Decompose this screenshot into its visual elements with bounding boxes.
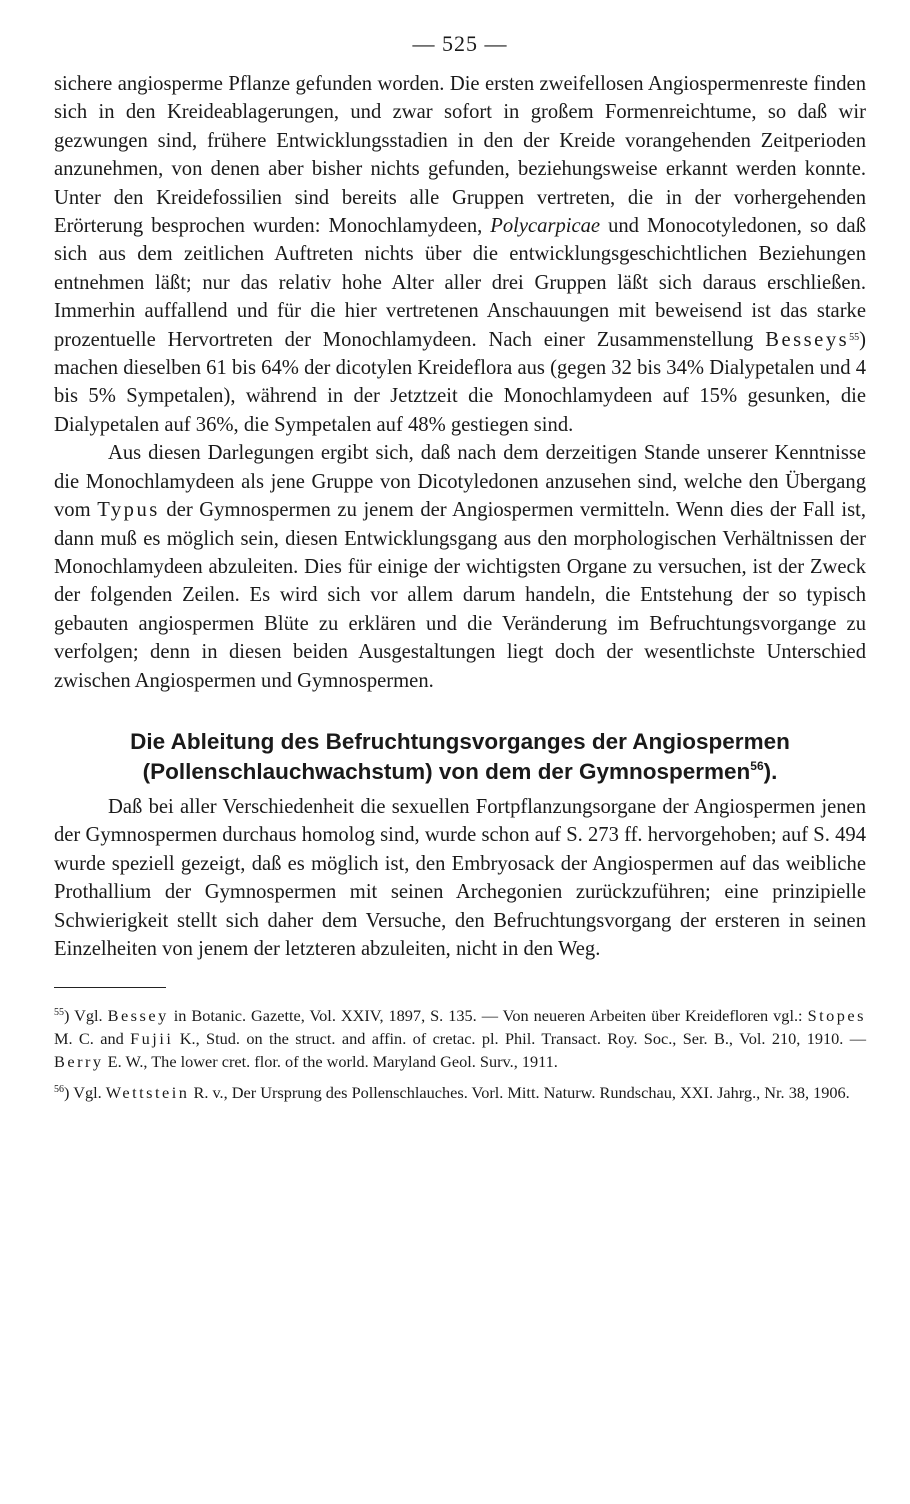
footnote-55-author-1: Bessey bbox=[107, 1006, 169, 1026]
section-heading-line-2 bbox=[54, 757, 866, 787]
footnote-56-pre: ) Vgl. bbox=[64, 1083, 102, 1103]
paragraph-1-text-a: sichere angiosperme Pflanze gefunden worden. Die ersten zweifellosen Angiospermenreste finden sich in den Kreideablagerungen, und zwar sofort in großem Formenreichtume, so daß wir gezwungen sind, frühere Entwicklungsstadien in den der Kreide vorangehenden Zeitperioden anzunehmen, von denen aber bisher nichts gefunden, beziehungsweise erkannt werden konnte. Unter den Kreidefossilien sind bereits alle Gruppen vertreten, die in der vorhergehenden Erörterung besprochen wurden: Monochlamydeen, bbox=[54, 73, 866, 238]
footnote-56 bbox=[54, 1081, 866, 1104]
paragraph-2 bbox=[54, 439, 866, 695]
paragraph-3: Daß bei aller Verschiedenheit die sexuellen Fortpflanzungsorgane der Angiospermen jenen der Gymnospermen durchaus homolog sind, wurde schon auf S. 273 ff. hervorgehoben; auf S. 494 wurde speziell gezeigt, daß es möglich ist, den Embryosack der Angiospermen auf das weibliche Prothallium der Gymnospermen mit seinen Archegonien zurückzuführen; eine prinzipielle Schwierigkeit stellt sich daher dem Versuche, den Befruchtungsvorgang der ersteren in seinen Einzelheiten von jenem der letzteren abzuleiten, nicht in den Weg. bbox=[54, 795, 866, 960]
paragraph-1-author-name: Besseys bbox=[765, 328, 850, 351]
footnote-55 bbox=[54, 1004, 866, 1073]
section-heading-line-2-text: (Pollenschlauchwachstum) von dem der Gymnospermen bbox=[142, 758, 751, 784]
footnote-55-tail: E. W., The lower cret. flor. of the world. Maryland Geol. Surv., 1911. bbox=[107, 1052, 558, 1072]
paragraph-1-text-c: ) machen dieselben 61 bis 64% der dicotylen Kreideflora aus (gegen 32 bis 34% Dialypetalen und 4 bis 5% Sympetalen), während in der Jetztzeit die Monochlamydeen auf 15% gesunken, die Dialypetalen auf 36%, die Sympetalen auf 48% gestiegen sind. bbox=[54, 328, 866, 436]
footnote-55-text-1: in Botanic. Gazette, Vol. XXIV, 1897, S. 135. — Von neueren Arbeiten über Kreidefloren vgl.: bbox=[173, 1006, 803, 1026]
footnote-55-author-2: Stopes bbox=[807, 1006, 866, 1026]
paragraph-1-text-b: und Monocotyledonen, so daß sich aus dem zeitlichen Auftreten nichts über die entwicklungsgeschichtlichen Beziehungen entnehmen läßt; nur das relativ hohe Alter aller drei Gruppen läßt sich daraus erschließen. Immerhin auffallend und für die hier vertretenen Anschauungen mit beweisend ist das starke prozentuelle Hervortreten der Monochlamydeen. Nach einer Zusammenstellung bbox=[54, 215, 866, 351]
footnote-55-number: 55 bbox=[54, 1007, 64, 1019]
footnote-55-text-2: M. C. and bbox=[54, 1029, 124, 1049]
footnote-56-tail: R. v., Der Ursprung des Pollenschlauches. Vorl. Mitt. Naturw. Rundschau, XXI. Jahrg., Nr. 38, 1906. bbox=[193, 1083, 850, 1103]
footnote-ref-55: 55 bbox=[849, 331, 860, 343]
paragraph-2-text-b: der Gymnospermen zu jenem der Angiospermen vermitteln. Wenn dies der Fall ist, dann muß es möglich sein, diesen Entwicklungsgang aus den morphologischen Verhältnissen der Monochlamydeen abzuleiten. Dies für einige der wichtigsten Organe zu versuchen, ist der Zweck der folgenden Zeilen. Es wird sich vor allem darum handeln, die Entstehung der so typisch gebauten angiospermen Blüte zu erklären und die Veränderung im Befruchtungsvorgange zu verfolgen; denn in diesen beiden Ausgestaltungen liegt doch der wesentlichste Unterschied zwischen Angiospermen und Gymnospermen. bbox=[54, 499, 867, 692]
section-heading-line-1: Die Ableitung des Befruchtungsvorganges der Angiospermen bbox=[130, 728, 790, 754]
footnote-divider bbox=[54, 987, 166, 988]
document-page bbox=[54, 28, 866, 1112]
section-heading bbox=[54, 727, 866, 787]
paragraph-1-italic-term: Polycarpicae bbox=[490, 215, 601, 238]
paragraph-2-spaced-term: Typus bbox=[97, 499, 160, 522]
footnote-55-author-4: Berry bbox=[54, 1052, 104, 1072]
page-number: — 525 — bbox=[412, 31, 508, 56]
footnote-ref-56: 56 bbox=[750, 758, 764, 773]
footnote-55-text-3: K., Stud. on the struct. and affin. of cretac. pl. Phil. Transact. Roy. Soc., Ser. B., Vol. 210, 1910. — bbox=[179, 1029, 866, 1049]
footnote-56-author-1: Wettstein bbox=[105, 1083, 190, 1103]
footnote-55-author-3: Fujii bbox=[130, 1029, 174, 1049]
footnote-55-pre: ) Vgl. bbox=[64, 1006, 103, 1026]
paragraph-2-text-a: Aus diesen Darlegungen ergibt sich, daß nach dem derzeitigen Stande unserer Kenntnisse die Monochlamydeen als jene Gruppe von Dicotyledonen anzusehen sind, welche den Übergang vom bbox=[54, 442, 866, 522]
section-heading-line-2-tail: ). bbox=[763, 758, 778, 784]
footnote-56-number: 56 bbox=[54, 1084, 64, 1096]
paragraph-1 bbox=[54, 70, 866, 439]
